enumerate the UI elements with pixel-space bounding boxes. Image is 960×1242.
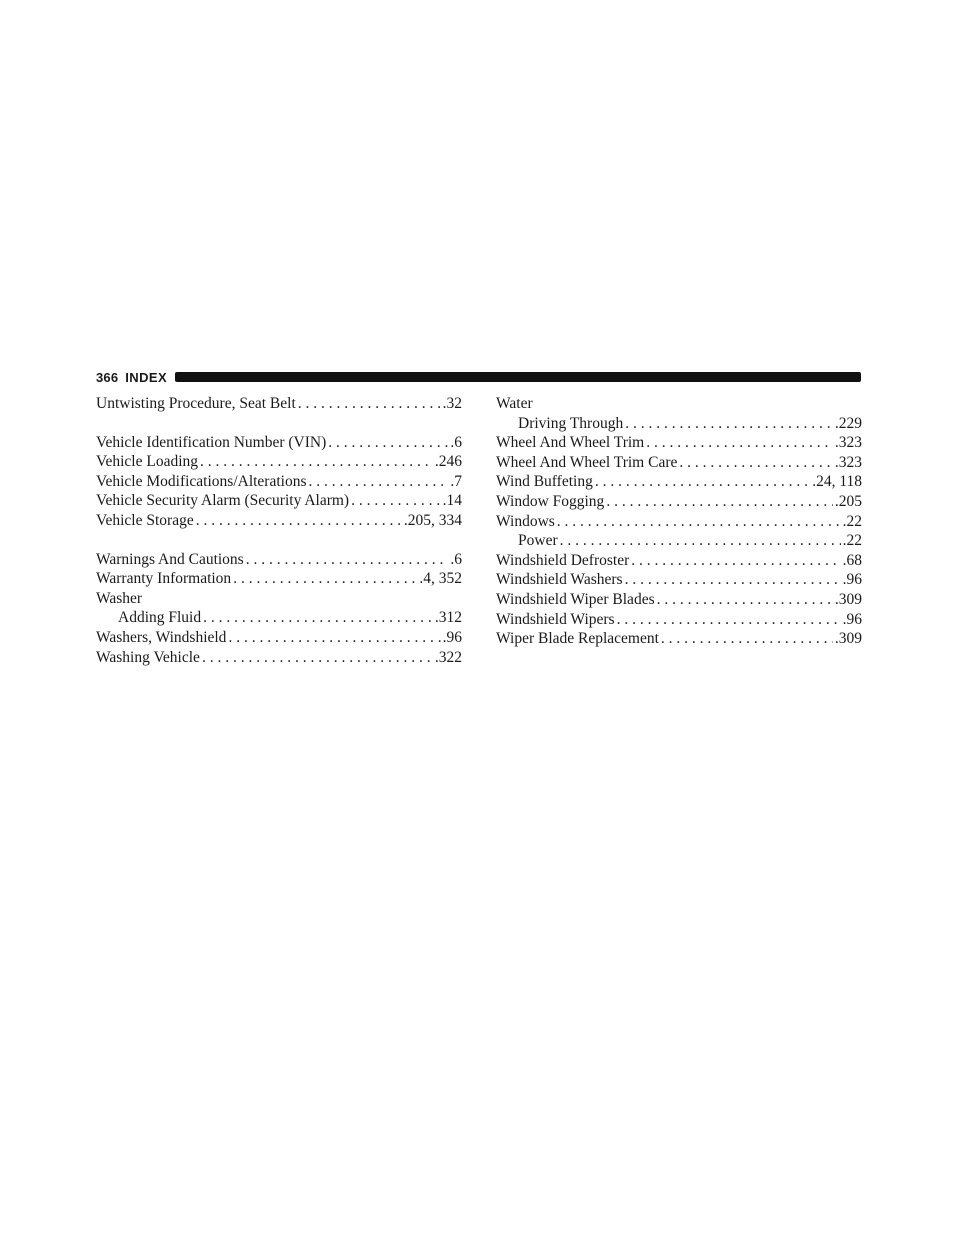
index-entry [96, 472, 462, 492]
dot-leader [679, 453, 832, 473]
dot-leader [246, 550, 449, 570]
index-term: Untwisting Procedure, Seat Belt [96, 395, 296, 412]
dot-leader [200, 452, 433, 472]
dot-leader [309, 472, 449, 492]
index-term: Vehicle Security Alarm (Security Alarm) [96, 492, 350, 510]
page-header [96, 370, 861, 384]
section-title: INDEX [125, 369, 168, 385]
index-entry [96, 569, 462, 589]
index-page-ref: .6 [450, 550, 462, 568]
index-page-ref: .322 [434, 648, 462, 666]
dot-leader [328, 433, 448, 453]
index-term: Warranty Information [96, 570, 232, 588]
index-term: Vehicle Modifications/Alterations [96, 472, 307, 490]
dot-leader [617, 610, 841, 630]
index-entry [96, 491, 462, 511]
dot-leader [560, 531, 841, 551]
index-page-ref: .68 [842, 551, 862, 569]
index-term: Adding Fluid [118, 609, 202, 627]
index-subentry [96, 608, 462, 628]
index-term: Windshield Washers [496, 571, 623, 589]
index-term: Wheel And Wheel Trim [496, 434, 645, 452]
index-page-ref: .96 [842, 610, 862, 628]
index-entry [496, 570, 862, 590]
dot-leader [657, 590, 833, 610]
index-entry [496, 512, 862, 532]
index-entry [96, 511, 462, 531]
index-page-ref: .312 [434, 609, 462, 627]
index-term: Driving Through [518, 414, 624, 432]
index-term: Vehicle Identification Number (VIN) [96, 433, 327, 451]
index-page-ref: .323 [834, 434, 862, 452]
index-subentry [496, 414, 862, 434]
dot-leader [351, 491, 441, 511]
dot-leader [557, 512, 841, 532]
index-entry [96, 648, 462, 668]
index-page-ref: .7 [450, 472, 462, 490]
dot-leader [595, 472, 810, 492]
dot-leader [196, 511, 402, 531]
dot-leader [233, 569, 417, 589]
index-page-ref: .309 [834, 630, 862, 648]
index-entry [496, 394, 862, 414]
index-term: Windows [496, 512, 555, 530]
index-entry [496, 629, 862, 649]
index-page-ref: .246 [434, 453, 462, 471]
index-term: Vehicle Loading [96, 453, 199, 471]
index-page-ref: .205 [834, 492, 862, 510]
dot-leader [202, 648, 433, 668]
index-term: Warnings And Cautions [96, 550, 244, 568]
index-entry [96, 433, 462, 453]
index-term: Wheel And Wheel Trim Care [496, 453, 678, 471]
index-page-ref: .309 [834, 590, 862, 608]
index-entry [96, 394, 462, 414]
index-entry [96, 550, 462, 570]
index-term: Water [496, 395, 533, 412]
index-term: Power [518, 532, 558, 550]
index-term: Windshield Wiper Blades [496, 590, 655, 608]
index-page-ref: .32 [442, 395, 462, 412]
index-entry [496, 492, 862, 512]
index-entry [96, 589, 462, 609]
index-page-ref: .96 [842, 571, 862, 589]
index-term: Wiper Blade Replacement [496, 630, 659, 648]
index-entry [96, 628, 462, 648]
dot-leader [631, 551, 840, 571]
index-column-right [496, 394, 862, 649]
index-term: Windshield Defroster [496, 551, 630, 569]
index-entry [496, 472, 862, 492]
index-page-ref: .205, 334 [403, 511, 462, 529]
index-page-ref: .22 [842, 512, 862, 530]
dot-leader [298, 394, 441, 414]
dot-leader [661, 629, 833, 649]
index-term: Washing Vehicle [96, 648, 200, 666]
index-entry [96, 452, 462, 472]
index-term: Window Fogging [496, 492, 605, 510]
index-term: Windshield Wipers [496, 610, 615, 628]
index-subentry [496, 531, 862, 551]
index-page-ref: .323 [834, 453, 862, 471]
index-page-ref: .22 [842, 532, 862, 550]
index-page-ref: .96 [442, 628, 462, 646]
index-column-left [96, 394, 462, 667]
index-term: Washer [96, 589, 143, 607]
index-entry [496, 610, 862, 630]
dot-leader [625, 414, 833, 434]
index-term: Washers, Windshield [96, 628, 227, 646]
index-entry [496, 551, 862, 571]
index-entry [496, 453, 862, 473]
index-term: Vehicle Storage [96, 511, 194, 529]
index-page-ref: .229 [834, 414, 862, 432]
dot-leader [203, 608, 433, 628]
dot-leader [606, 492, 833, 512]
index-page-ref: .6 [450, 433, 462, 451]
index-term: Wind Buffeting [496, 473, 593, 491]
dot-leader [625, 570, 841, 590]
index-page-ref: .14 [442, 492, 462, 510]
index-page-ref: .24, 118 [812, 473, 862, 491]
dot-leader [646, 433, 833, 453]
index-entry [496, 433, 862, 453]
page-number: 366 [96, 369, 119, 385]
index-entry [496, 590, 862, 610]
index-page-ref: .4, 352 [419, 570, 462, 588]
dot-leader [228, 628, 440, 648]
header-rule [175, 372, 861, 382]
